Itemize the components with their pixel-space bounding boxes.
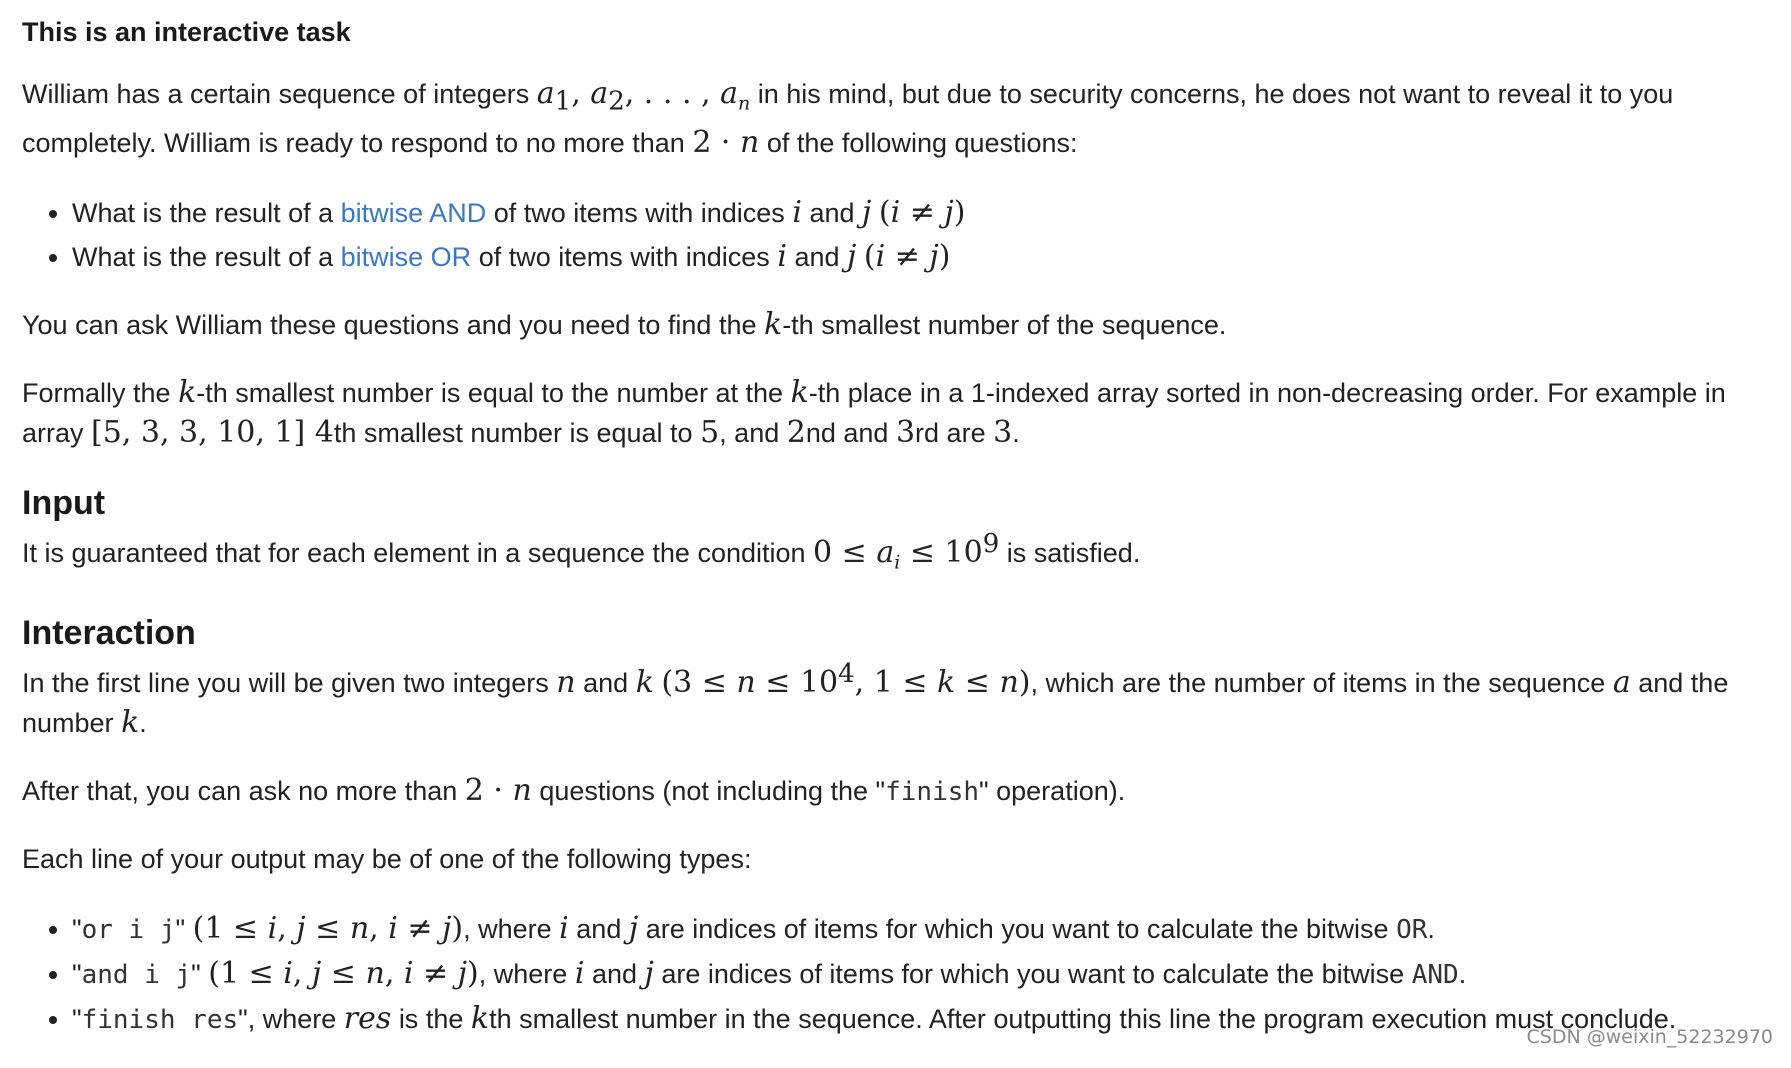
list-item: • "finish res", where res is the kth smallest number in the sequence. After outputting this line the program execution must conclude. — [72, 997, 1772, 1042]
ask-paragraph: You can ask William these questions and you need to find the k-th smallest number of the sequence. — [22, 307, 1227, 343]
list-item: • What is the result of a bitwise AND of two items with indices i and j (i ≠ j) — [72, 191, 1772, 235]
interaction-heading: Interaction — [22, 613, 196, 652]
intro-paragraph: William has a certain sequence of integers $a_1$, $a_2$, . . . , $a_n$ in his mind, but due to security concerns, he does not want to reveal it to you completely. William is ready to respond to no more than 2 · n of the following questions: — [22, 76, 1674, 161]
watermark: CSDN @weixin_52232970 — [1526, 1026, 1773, 1048]
question-list — [22, 191, 1772, 279]
interaction-paragraph-3: Each line of your output may be of one of the following types: — [22, 843, 752, 874]
interaction-paragraph-2: After that, you can ask no more than 2 · n questions (not including the "finish" operation). — [22, 772, 1126, 808]
task-type-title: This is an interactive task — [22, 17, 351, 47]
formal-paragraph: Formally the k-th smallest number is equal to the number at the k-th place in a 1-indexed array sorted in non-decreasing order. For example in array [5, 3, 3, 10, 1] 4th smallest number is equal to 5, and 2nd and 3rd are 3. — [22, 375, 1726, 451]
list-item: • What is the result of a bitwise OR of two items with indices i and j (i ≠ j) — [72, 235, 1772, 279]
list-item: • "and i j" (1 ≤ i, j ≤ n, i ≠ j), where i and j are indices of items for which you want to calculate the bitwise AND. — [72, 952, 1772, 997]
interaction-paragraph-1: In the first line you will be given two integers n and k ($3 \le n \le 10^4$, 1 ≤ k ≤ n), which are the number of items in the sequence a and the number k. — [22, 658, 1729, 740]
bitwise-or-link[interactable]: bitwise OR — [340, 242, 472, 273]
input-heading: Input — [22, 484, 106, 523]
bitwise-and-link[interactable]: bitwise AND — [340, 198, 487, 229]
list-item: • "or i j" (1 ≤ i, j ≤ n, i ≠ j), where i and j are indices of items for which you want to calculate the bitwise OR. — [72, 907, 1772, 952]
input-paragraph: It is guaranteed that for each element in a sequence the condition $0 \le a_i \le 10^9$ is satisfied. — [22, 529, 1141, 574]
output-types-list — [22, 907, 1772, 1042]
problem-statement — [22, 6, 1772, 1068]
